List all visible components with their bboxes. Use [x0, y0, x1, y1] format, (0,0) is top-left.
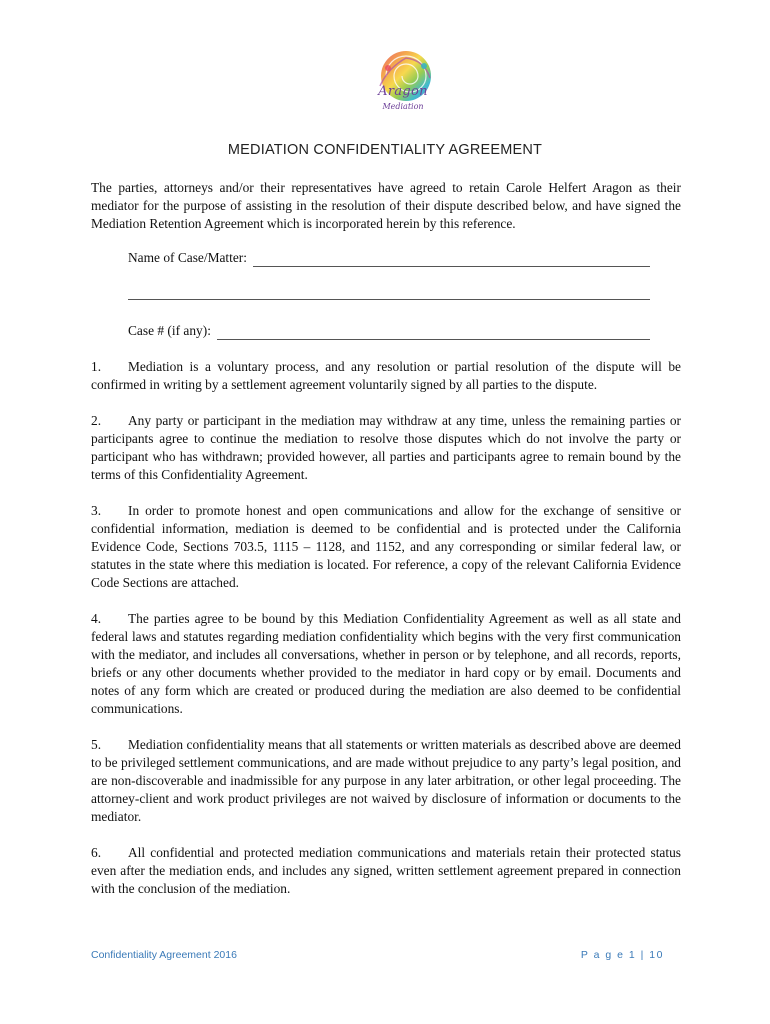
- case-name-label: Name of Case/Matter:: [128, 250, 247, 265]
- clause-number: 2.: [91, 413, 102, 428]
- case-number-label: Case # (if any):: [128, 323, 211, 338]
- clause-number: 1.: [91, 359, 102, 374]
- footer-page-number: P a g e 1 | 10: [580, 949, 664, 961]
- clause-text: Any party or participant in the mediation may withdraw at any time, unless the remaining parties or participants agree to continue the mediation to resolve those disputes which do not involve the party or participant who has withdrawn; provided however, all parties and participants agree to remain bound by the terms of this Confidentiality Agreement.: [91, 413, 681, 482]
- clause-5: [91, 736, 681, 826]
- clause-1: [91, 358, 681, 394]
- clause-4: [91, 610, 681, 718]
- logo-name: Aragon: [378, 84, 428, 99]
- document-body: [91, 179, 681, 916]
- clause-6: [91, 844, 681, 898]
- case-name-field: [128, 249, 650, 267]
- clause-text: The parties agree to be bound by this Mediation Confidentiality Agreement as well as all state and federal laws and statutes regarding mediation confidentiality which begins with the very first communication with the mediator, and includes all conversations, whether in person or by telephone, and all records, reports, briefs or any other documents whether provided to the mediator in hard copy or by email. Documents and notes of any form which are created or produced during the mediation are also deemed to be confidential communications.: [91, 611, 681, 716]
- logo-subtitle: Mediation: [382, 102, 424, 111]
- clause-3: [91, 502, 681, 592]
- clause-number: 5.: [91, 737, 102, 752]
- document-title: MEDIATION CONFIDENTIALITY AGREEMENT: [227, 142, 543, 158]
- intro-paragraph: The parties, attorneys and/or their representatives have agreed to retain Carole Helfert Aragon as their mediator for the purpose of assisting in the resolution of their dispute described below, and have signed the Mediation Retention Agreement which is incorporated herein by this reference.: [91, 180, 681, 231]
- case-number-field: [128, 322, 650, 340]
- clause-number: 4.: [91, 611, 102, 626]
- clause-text: Mediation confidentiality means that all statements or written materials as described above are deemed to be privileged settlement communications, and are made without prejudice to any party’s legal position, and are non-discoverable and inadmissible for any purpose in any later arbitration, or other legal proceeding. The attorney-client and work product privileges are not waived by disclosure of information or documents to the mediator.: [91, 737, 681, 824]
- clause-text: In order to promote honest and open communications and allow for the exchange of sensitive or confidential information, mediation is deemed to be confidential and is protected under the California Evidence Code, Sections 703.5, 1115 – 1128, and 1152, and any corresponding or similar federal law, or statutes in the state where this mediation is located. For reference, a copy of the relevant California Evidence Code Sections are attached.: [91, 503, 681, 590]
- footer-document-name: Confidentiality Agreement 2016: [91, 949, 237, 961]
- clause-text: All confidential and protected mediation communications and materials retain their protected status even after the mediation ends, and includes any signed, written settlement agreement prepared in connection with the conclusion of the mediation.: [91, 845, 681, 896]
- logo: [368, 48, 438, 120]
- clause-text: Mediation is a voluntary process, and any resolution or partial resolution of the dispute will be confirmed in writing by a settlement agreement voluntarily signed by all parties to the dispute.: [91, 359, 681, 392]
- clause-number: 3.: [91, 503, 102, 518]
- case-number-input[interactable]: [217, 326, 650, 340]
- clause-2: [91, 412, 681, 484]
- clause-number: 6.: [91, 845, 102, 860]
- case-name-input[interactable]: [253, 253, 650, 267]
- case-name-continuation-line[interactable]: [128, 286, 650, 300]
